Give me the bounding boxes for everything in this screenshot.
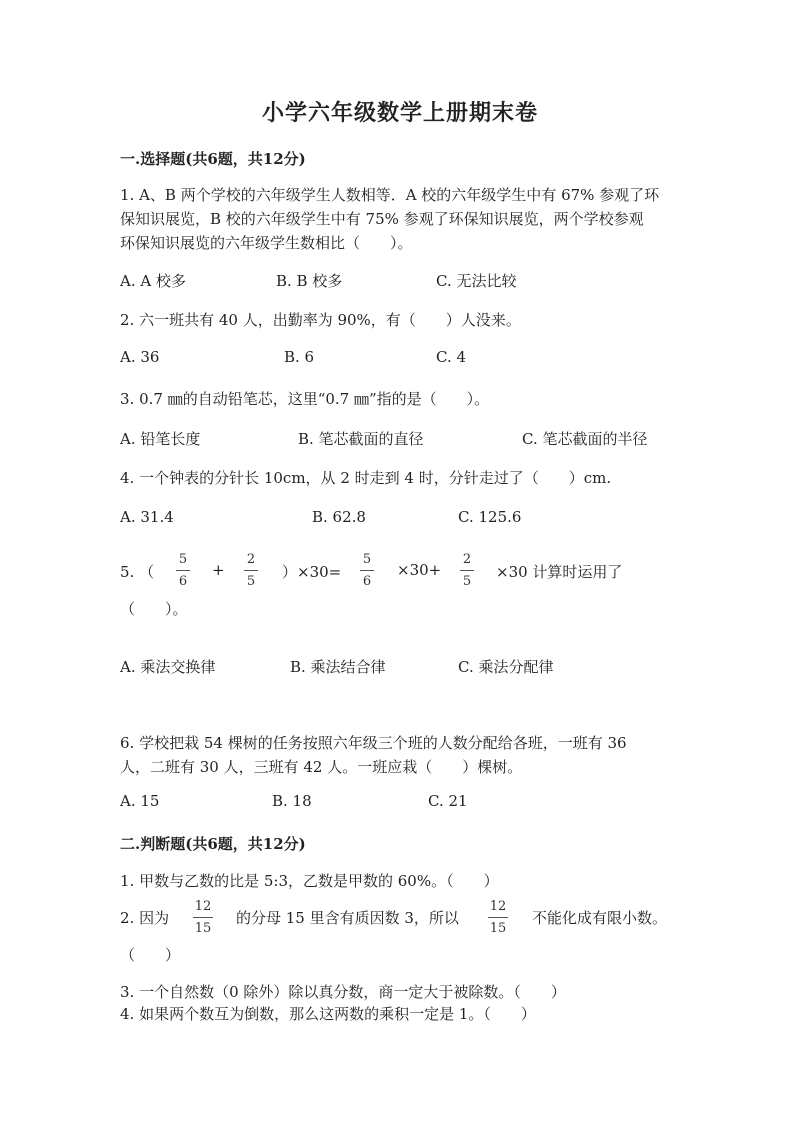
question-6-line-2: 人，二班有 30 人，三班有 42 人。一班应栽（ ）棵树。 (120, 758, 523, 776)
fraction-numerator: 12 (194, 899, 212, 914)
question-5-option-b: B. 乘法结合律 (290, 658, 386, 676)
question-3-option-c: C. 笔芯截面的半径 (522, 430, 648, 448)
fraction-numerator: 2 (246, 552, 256, 567)
question-2-text: 2. 六一班共有 40 人，出勤率为 90%，有（ ）人没来。 (120, 311, 521, 329)
judge-question-3: 3. 一个自然数（0 除外）除以真分数，商一定大于被除数。（ ） (120, 983, 566, 1001)
question-6-option-c: C. 21 (428, 792, 468, 810)
fraction-denominator: 5 (462, 574, 472, 589)
fraction-denominator: 5 (246, 574, 256, 589)
section-heading-choice: 一.选择题(共6题，共12分) (120, 150, 306, 168)
fraction-12-15-b (488, 899, 508, 936)
fraction-5-6 (176, 552, 190, 589)
section-heading-judge: 二.判断题(共6题，共12分) (120, 835, 306, 853)
fraction-denominator: 6 (362, 574, 372, 589)
question-5-mid: ）×30= (282, 563, 342, 581)
fraction-numerator: 5 (362, 552, 372, 567)
question-4-option-a: A. 31.4 (120, 508, 174, 526)
question-6-line-1: 6. 学校把栽 54 棵树的任务按照六年级三个班的人数分配给各班，一班有 36 (120, 734, 627, 752)
question-3-option-b: B. 笔芯截面的直径 (298, 430, 424, 448)
question-1-line-2: 保知识展览，B 校的六年级学生中有 75% 参观了环保知识展览，两个学校参观 (120, 210, 644, 228)
question-4-text: 4. 一个钟表的分针长 10cm，从 2 时走到 4 时，分针走过了（ ）cm. (120, 469, 612, 487)
question-1-line-1: 1. A、B 两个学校的六年级学生人数相等．A 校的六年级学生中有 67% 参观了环 (120, 186, 660, 204)
question-4-option-c: C. 125.6 (458, 508, 522, 526)
question-3-text: 3. 0.7 ㎜的自动铅笔芯，这里“0.7 ㎜”指的是（ ）。 (120, 390, 490, 408)
judge-question-1: 1. 甲数与乙数的比是 5:3，乙数是甲数的 60%。（ ） (120, 872, 499, 890)
question-4-option-b: B. 62.8 (312, 508, 366, 526)
fraction-numerator: 2 (462, 552, 472, 567)
question-6-option-a: A. 15 (120, 792, 160, 810)
fraction-bar (176, 570, 190, 571)
fraction-2-5-b (460, 552, 474, 589)
fraction-bar (244, 570, 258, 571)
question-2-option-a: A. 36 (120, 348, 160, 366)
judge-question-4: 4. 如果两个数互为倒数，那么这两数的乘积一定是 1。（ ） (120, 1005, 536, 1023)
question-2-option-b: B. 6 (284, 348, 315, 366)
fraction-bar (460, 570, 474, 571)
fraction-bar (488, 917, 508, 918)
question-5-suffix: ×30 计算时运用了 (496, 563, 623, 581)
fraction-12-15 (193, 899, 213, 936)
fraction-numerator: 5 (178, 552, 188, 567)
question-5-option-c: C. 乘法分配律 (458, 658, 554, 676)
fraction-bar (360, 570, 374, 571)
question-1-option-b: B. B 校多 (276, 272, 343, 290)
page-title: 小学六年级数学上册期末卷 (261, 100, 538, 126)
question-1-option-c: C. 无法比较 (436, 272, 517, 290)
question-1-line-3: 环保知识展览的六年级学生数相比（ ）。 (120, 234, 413, 252)
question-5-prefix: 5. （ (120, 563, 155, 581)
plus-sign: + (212, 561, 225, 579)
judge-question-2-suffix: 不能化成有限小数。 (532, 909, 668, 927)
question-2-option-c: C. 4 (436, 348, 467, 366)
fraction-denominator: 15 (194, 921, 212, 936)
fraction-bar (193, 917, 213, 918)
fraction-5-6-b (360, 552, 374, 589)
judge-question-2-prefix: 2. 因为 (120, 909, 170, 927)
fraction-numerator: 12 (489, 899, 507, 914)
question-1-option-a: A. A 校多 (120, 272, 186, 290)
question-3-option-a: A. 铅笔长度 (120, 430, 201, 448)
question-5-mid2: ×30+ (397, 561, 442, 579)
fraction-denominator: 15 (489, 921, 507, 936)
fraction-2-5 (244, 552, 258, 589)
question-5-line-2: （ ）。 (120, 600, 188, 618)
question-5-option-a: A. 乘法交换律 (120, 658, 216, 676)
judge-question-2-line-2: （ ） (120, 946, 181, 964)
judge-question-2-mid: 的分母 15 里含有质因数 3，所以 (236, 909, 459, 927)
fraction-denominator: 6 (178, 574, 188, 589)
question-6-option-b: B. 18 (272, 792, 312, 810)
